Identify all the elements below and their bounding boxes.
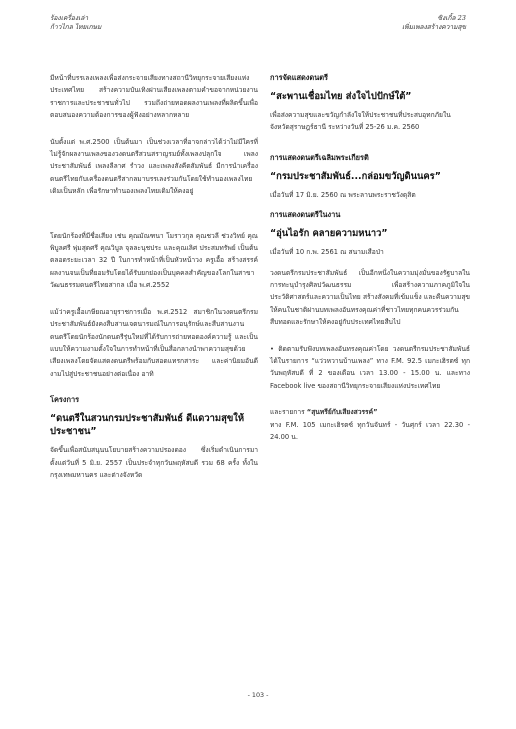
section-label-royal: การแสดงดนตรีเฉลิมพระเกียรติ [270,152,369,162]
program-prefix: และรายการ [270,408,307,417]
section-title-park-concert: “ดนตรีในสวนกรมประชาสัมพันธ์ ดีแดวามสุขให้ประชาชน” [50,413,244,438]
section-title-royal-concert: “กรมประชาสัมพันธ์...กล่อมขวัญดินนคร” [270,170,441,182]
left-paragraph-1: มีหน้าที่บรรเลงเพลงเพื่อส่งกระจายเสียงทางสถานีวิทยุกระจายเสียงแห่งประเทศไทย สร้างความบันเทิงผ่านเสียงเพลงตามคำขอจากหน่วยงานราชการและประชาชนทั่วไป รวมถึงถ่ายทอดผลงานเพลงที่ผลิตขึ้นเพื่อตอบสนองความต้องการของผู้ฟังอย่างหลากหลาย [50,74,258,120]
section-title-warm-love: “อุ่นไอรัก คลายความหนาว” [270,228,388,240]
section-title-bridge: “สะพานเชื่อมไทย ส่งใจไปปักษ์ใต้” [270,91,412,102]
running-header-left [50,14,101,32]
right-column [270,72,470,458]
section-label-concert: การจัดแสดงดนตรี [270,73,329,82]
left-paragraph-2: นับตั้งแต่ พ.ศ.2500 เป็นต้นมา เป็นช่วงเวลาที่อาจกล่าวได้ว่าไม่มีใครที่ไม่รู้จักผลงานเพลงของวงดนตรีสวนสราญรมย์ทั้งเพลงปลุกใจ เพลงประชาสัมพันธ์ เพลงลีลาศ รำวง และเพลงสังคีตสัมพันธ์ มีการนำเครื่องดนตรีไทยกับเครื่องดนตรีสากลมาบรรเลงร่วมกันโดยใช้ทำนองเพลงไทยเดิมเป็นหลัก เพื่อรักษาทำนองเพลงไทยเดิมให้คงอยู่ [50,137,258,196]
header-left-line2: ก้าวไกล ไทยเกษม [50,23,102,31]
header-right-line1: ซิงเกิ้ล 23 [437,14,466,22]
left-paragraph-4: แม้ว่าครูเอื้อเกษียณอายุราชการเมื่อ พ.ศ.2512 สมาชิกในวงดนตรีกรมประชาสัมพันธ์ยังคงสืบสานเจตนารมณ์ในการอนุรักษ์และสืบสานงานดนตรีโดยนักร้องนักดนตรีรุ่นใหม่ที่ได้รับการถ่ายทอดองค์ความรู้ และเป็นแบบให้ความงามตั้งใจในการทำหน้าที่เป็นสื่อกลางนำพาความสุขด้วยเสียงเพลงโดยจัดแสดงดนตรีพร้อมกับสอดแทรกสาระ และค่านิยมอันดีงามไปสู่ประชาชนอย่างต่อเนื่อง อาทิ [50,307,258,378]
right-paragraph-6 [270,406,470,443]
page-number: - 103 - [247,691,269,699]
left-paragraph-5: จัดขึ้นเพื่อสนับสนุนนโยบายสร้างความปรองดอง ซึ่งเริ่มดำเนินการมาตั้งแต่วันที่ 5 มิ.ย. 2557 เป็นประจำทุกวันพฤหัสบดี รวม 68 ครั้ง ทั้งในกรุงเทพมหานคร และต่างจังหวัด [50,446,258,479]
running-header-right [402,14,466,32]
right-paragraph-3: เมื่อวันที่ 10 ก.พ. 2561 ณ สนามเสือป่า [270,248,384,257]
left-paragraph-3: โดยนักร้องที่มีชื่อเสียง เช่น คุณมัณฑนา โมราวกุล คุณชวลี ช่วงวิทย์ คุณพิบูลศรี พุ่มสุดศรี คุณวิบูล จุลละนุชประ และคุณเลิศ ประสมทรัพย์ เป็นต้น ตลอดระยะเวลา 32 ปี ในการทำหน้าที่เป็นหัวหน้าวง ครูเอื้อ สร้างสรรค์ผลงานจนเป็นที่ยอมรับโดยได้รับยกย่องเป็นบุคคลสำคัญของโลกในสาขาวัฒนธรรมดนตรีไทยสากล เมื่อ พ.ศ.2552 [50,231,258,290]
header-right-line2: เพิ่มเพลงสร้างความสุข [402,23,466,31]
program-schedule: ทาง F.M. 105 เมกะเฮิรตซ์ ทุกวันจันทร์ - วันศุกร์ เวลา 22.30 - 24.00 น. [270,420,470,442]
right-paragraph-1: เพื่อส่งความสุขและขวัญกำลังใจให้ประชาชนที่ประสบอุทกภัยในจังหวัดสุราษฎร์ธานี ระหว่างวันที่ 25-26 ม.ค. 2560 [270,111,451,132]
right-paragraph-5: • ติดตามรับฟังบทเพลงอันทรงคุณค่าโดย วงดนตรีกรมประชาสัมพันธ์ได้ในรายการ “แว่วหวานบ้านเพลง” ทาง F.M. 92.5 เมกะเฮิรตซ์ ทุกวันพฤหัสบดี ที่ 2 ของเดือน เวลา 13.00 - 15.00 น. และทาง Facebook live ของสถานีวิทยุกระจายเสียงแห่งประเทศไทย [270,344,470,390]
right-paragraph-2: เมื่อวันที่ 17 มิ.ย. 2560 ณ พระลานพระราชวังดุสิต [270,190,416,199]
left-column [50,72,258,495]
program-title: “สุนทรีย์กับเสียงสวรรค์” [306,408,378,417]
section-label-project: โครงการ [50,395,80,405]
header-left-line1: ร้องเครื่องเล่า [50,14,89,22]
section-label-event: การแสดงดนตรีในงาน [270,210,341,220]
right-paragraph-4: วงดนตรีกรมประชาสัมพันธ์ เป็นอีกหนึ่งในความมุ่งมั่นของรัฐบาลในการทะนุบำรุงศิลปวัฒนธรรม เพื่อสร้างความภาคภูมิใจในประวัติศาสตร์และความเป็นไทย สร้างสังคมที่เข้มแข็ง และคืนความสุขให้คนในชาติผ่านบทเพลงอันทรงคุณค่าที่ชาวไทยทุกคนควรร่วมกันสืบทอดและรักษาให้คงอยู่กับประเทศไทยสืบไป [270,268,470,327]
